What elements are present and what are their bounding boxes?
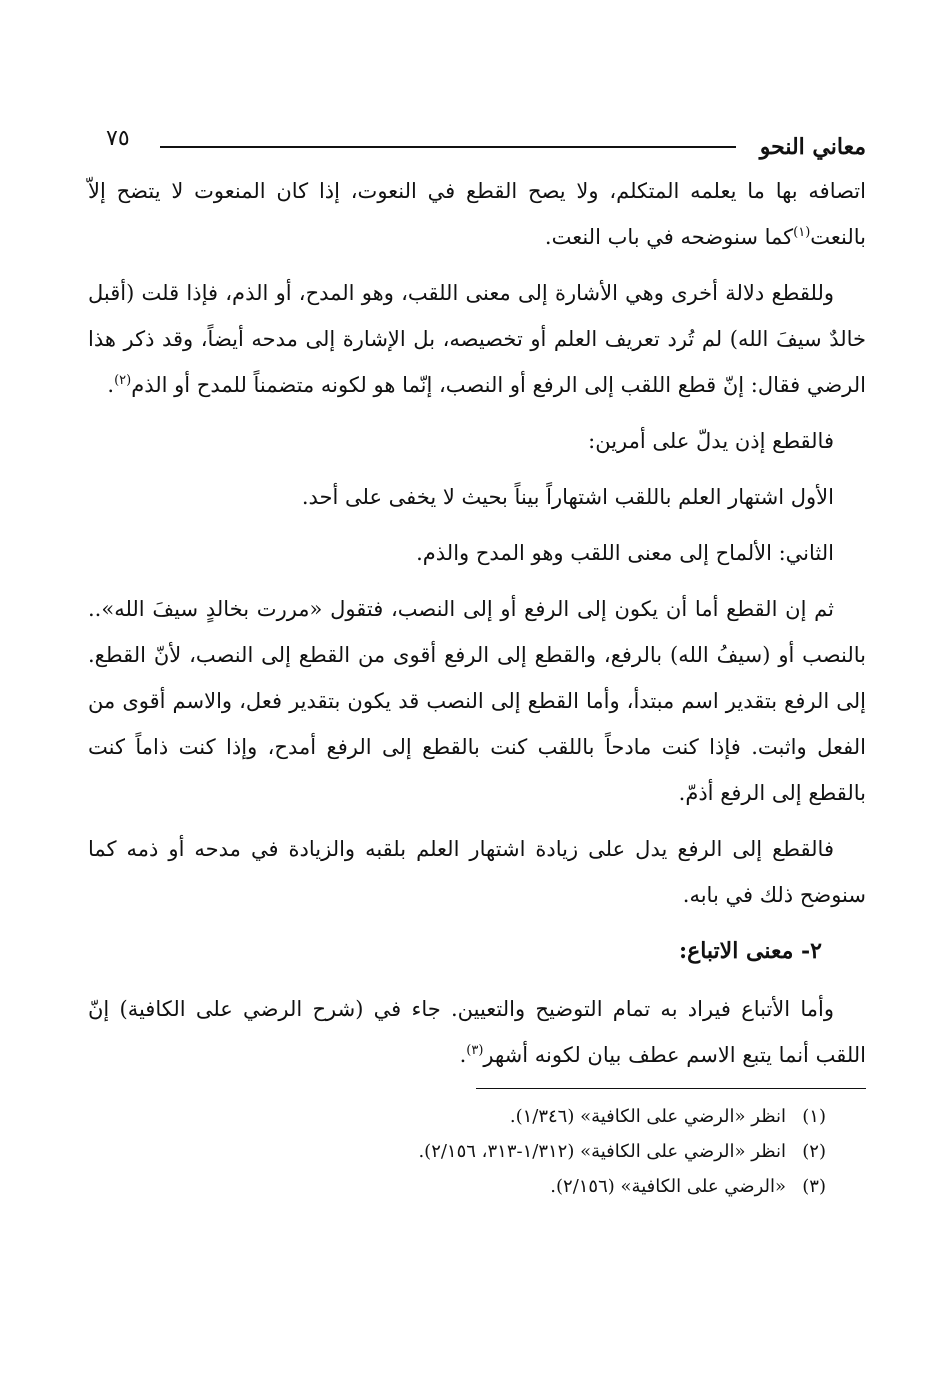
footnote xyxy=(88,1134,826,1169)
paragraph: وأما الأتباع فيراد به تمام التوضيح والتعيين. جاء في (شرح الرضي على الكافية) إنّ اللقب أنما يتبع الاسم عطف بيان لكونه أشهر$^{(٣)}$. xyxy=(88,997,866,1067)
footnote xyxy=(88,1099,826,1134)
header-rule xyxy=(160,146,736,148)
paragraph: الثاني: الألماح إلى معنى اللقب وهو المدح والذم. xyxy=(416,541,834,565)
footnote-text: انظر «الرضي على الكافية» (١/٣٤٦). xyxy=(509,1106,786,1127)
section-heading: ٢- معنى الاتباع: xyxy=(678,938,822,964)
paragraph: ثم إن القطع أما أن يكون إلى الرفع أو إلى النصب، فتقول «مررت بخالدٍ سيفَ الله».. بالنصب أو (سيفُ الله) بالرفع، والقطع إلى الرفع أقوى من القطع إلى النصب، لأنّ القطع. إلى الرفع بتقدير اسم مبتدأ، وأما القطع إلى النصب قد يكون بتقدير فعل، والاسم أقوى من الفعل واثبت. فإذا كنت مادحاً باللقب كنت بالقطع إلى الرفع أمدح، وإذا كنت ذاماً كنت بالقطع إلى الرفع أذمّ. xyxy=(88,597,866,805)
footnote-marker: (٢) xyxy=(802,1141,826,1162)
body-text xyxy=(88,168,866,1078)
paragraph: اتصافه بها ما يعلمه المتكلم، ولا يصح القطع في النعوت، إذا كان المنعوت لا يتضح إلاّ بالنعت$^{(١)}$كما سنوضحه في باب النعت. xyxy=(88,179,866,249)
footnote-marker: (٣) xyxy=(802,1176,826,1197)
paragraph: وللقطع دلالة أخرى وهي الأشارة إلى معنى اللقب، وهو المدح، أو الذم، فإذا قلت (أقبل خالدٌ سيفَ الله) لم تُرد تعريف العلم أو تخصيصه، بل الإشارة إلى مدحه أيضاً، وقد ذكر هذا الرضي فقال: إنّ قطع اللقب إلى الرفع أو النصب، إنّما هو لكونه متضمناً للمدح أو الذم$^{(٢)}$. xyxy=(88,281,866,397)
footnote-ref[interactable]: (٣) xyxy=(466,1043,484,1058)
paragraph: فالقطع إلى الرفع يدل على زيادة اشتهار العلم بلقبه والزيادة في مدحه أو ذمه كما سنوضح ذلك في بابه. xyxy=(88,837,866,907)
footnotes xyxy=(88,1099,826,1204)
footnote xyxy=(88,1169,826,1204)
page-header xyxy=(88,120,866,168)
footnote-text: انظر «الرضي على الكافية» (١/٣١٢-٣١٣، ٢/١٥٦). xyxy=(418,1141,786,1162)
footnote-marker: (١) xyxy=(802,1106,826,1127)
book-page xyxy=(88,120,866,1204)
running-title: معاني النحو xyxy=(759,134,866,160)
paragraph: فالقطع إذن يدلّ على أمرين: xyxy=(588,429,834,453)
footnote-rule xyxy=(476,1088,866,1089)
footnote-text: «الرضي على الكافية» (٢/١٥٦). xyxy=(550,1176,786,1197)
footnote-ref[interactable]: (٢) xyxy=(114,373,132,388)
paragraph: الأول اشتهار العلم باللقب اشتهاراً بيناً بحيث لا يخفى على أحد. xyxy=(301,485,834,509)
page-number: ٧٥ xyxy=(106,126,130,151)
footnote-ref[interactable]: (١) xyxy=(793,225,811,240)
